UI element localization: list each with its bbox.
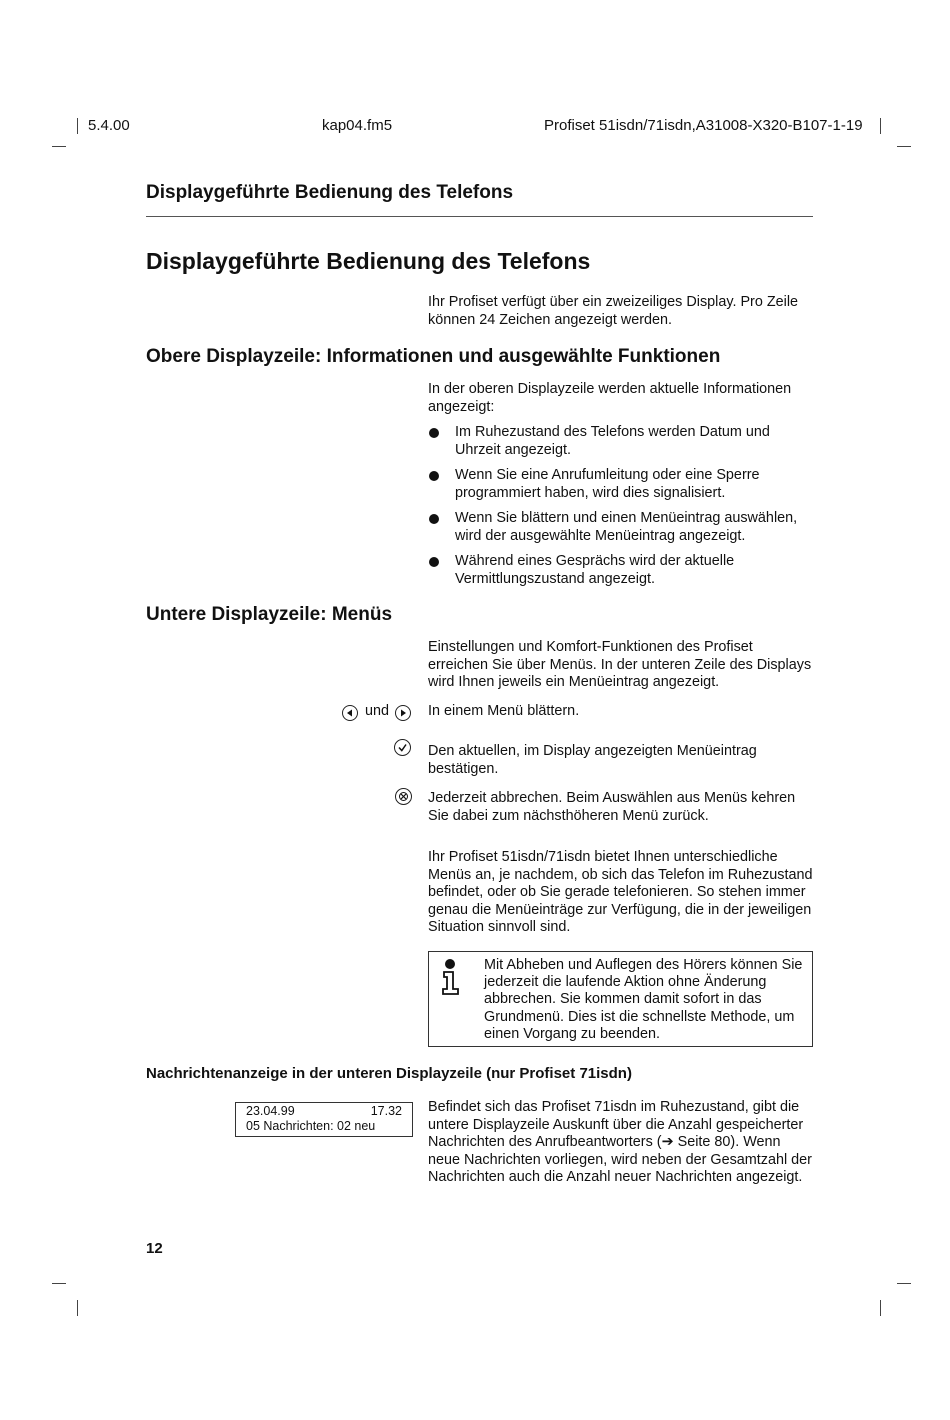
lower-lead: Einstellungen und Komfort-Funktionen des Profiset erreichen Sie über Menüs. In der unteren Zeile des Displays wird Ihnen jeweils ein Menüeintrag angezeigt. [428, 639, 812, 690]
scroll-description: In einem Menü blättern. [428, 703, 580, 719]
page-number: 12 [146, 1240, 163, 1257]
messages-text: Befindet sich das Profiset 71isdn im Ruhezustand, gibt die untere Displayzeile Auskunft über die Anzahl gespeicherter Nachrichten des Anrufbeantworters (➔ Seite 80). Wenn neue Nachrichten vorliegen, wird neben der Gesamtzahl der Nachrichten auch die Anzahl neuer Nachrichten angezeigt. [428, 1099, 812, 1185]
display-line-2: 05 Nachrichten: 02 neu [246, 1119, 376, 1133]
key-connector-und: und [365, 703, 390, 719]
header-product: Profiset 51isdn/71isdn,A31008-X320-B107-1-19 [544, 117, 863, 134]
arrow-left-key-icon [342, 705, 358, 721]
crop-mark [77, 118, 78, 134]
crop-mark [52, 1283, 66, 1284]
upper-lead: In der oberen Displayzeile werden aktuelle Informationen angezeigt: [428, 381, 792, 415]
bullet-icon [429, 557, 439, 567]
info-note-text: Mit Abheben und Auflegen des Hörers können Sie jederzeit die laufende Aktion ohne Änderung abbrechen. Sie kommen damit sofort in das Grundmenü. Dies ist die schnellste Methode, um einen Vorgang zu beenden. [484, 957, 803, 1042]
display-preview [235, 1102, 413, 1137]
crop-mark [52, 146, 66, 147]
cancel-description: Jederzeit abbrechen. Beim Auswählen aus Menüs kehren Sie dabei zum nächsthöheren Menü zurück. [428, 790, 796, 824]
section-heading-lower: Untere Displayzeile: Menüs [146, 604, 393, 625]
bullet-icon [429, 514, 439, 524]
list-item: Während eines Gesprächs wird der aktuelle Vermittlungszustand angezeigt. [428, 553, 816, 588]
list-item: Wenn Sie eine Anrufumleitung oder eine Sperre programmiert haben, wird dies signalisiert. [428, 467, 816, 502]
header-file: kap04.fm5 [322, 117, 393, 134]
cancel-key-icon [395, 788, 412, 805]
bullet-icon [429, 471, 439, 481]
crop-mark [77, 1300, 78, 1316]
menus-paragraph: Ihr Profiset 51isdn/71isdn bietet Ihnen unterschiedliche Menüs an, je nachdem, ob sich das Telefon im Ruhezustand befindet, oder ob Sie gerade telefonieren. So stehen immer genau die Menüeinträge zur Verfügung, die in der jeweiligen Situation sinnvoll sind. [428, 849, 813, 935]
crop-mark [880, 1300, 881, 1316]
running-title: Displaygeführte Bedienung des Telefons [146, 182, 514, 203]
header-date: 5.4.00 [88, 117, 130, 134]
info-note-box [428, 951, 813, 1047]
section-heading-messages: Nachrichtenanzeige in der unteren Displayzeile (nur Profiset 71isdn) [146, 1065, 632, 1082]
crop-mark [897, 1283, 911, 1284]
bullet-icon [429, 428, 439, 438]
display-time: 17.32 [370, 1104, 402, 1118]
intro-text: Ihr Profiset verfügt über ein zweizeiliges Display. Pro Zeile können 24 Zeichen angezeigt werden. [428, 294, 799, 328]
crop-mark [880, 118, 881, 134]
upper-bullet-list [428, 424, 816, 596]
section-heading-upper: Obere Displayzeile: Informationen und ausgewählte Funktionen [146, 346, 721, 367]
page-title: Displaygeführte Bedienung des Telefons [146, 248, 591, 274]
list-item: Wenn Sie blättern und einen Menüeintrag auswählen, wird der ausgewählte Menüeintrag angezeigt. [428, 510, 816, 545]
crop-mark [897, 146, 911, 147]
display-line-1 [246, 1104, 402, 1119]
ok-description: Den aktuellen, im Display angezeigten Menüeintrag bestätigen. [428, 743, 757, 777]
checkmark-key-icon [394, 739, 411, 756]
list-item: Im Ruhezustand des Telefons werden Datum und Uhrzeit angezeigt. [428, 424, 816, 459]
arrow-right-key-icon [395, 705, 411, 721]
header-rule [146, 216, 813, 217]
display-date: 23.04.99 [246, 1104, 295, 1118]
info-icon [439, 958, 463, 1003]
